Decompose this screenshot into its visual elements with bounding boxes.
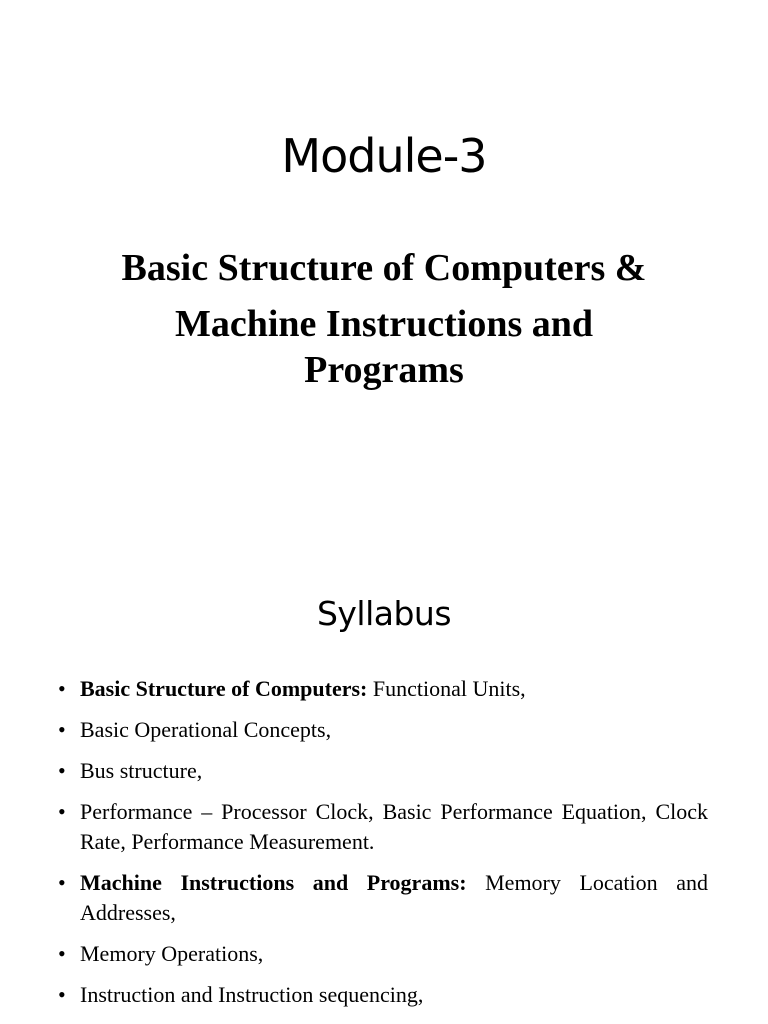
bullet-icon: • [58, 982, 66, 1007]
syllabus-item [58, 756, 708, 786]
syllabus-item-text: Performance – Processor Clock, Basic Performance Equation, Clock Rate, Performance Measurement. [80, 799, 708, 854]
syllabus-item-text: Instruction and Instruction sequencing, [80, 982, 424, 1007]
module-title: Module-3 [281, 129, 487, 183]
bullet-icon: • [58, 799, 66, 824]
syllabus-item [58, 868, 708, 928]
syllabus-list [58, 674, 708, 1021]
syllabus-item [58, 674, 708, 704]
syllabus-item-text: Bus structure, [80, 758, 203, 783]
subtitle-line: Machine Instructions and [174, 303, 594, 345]
bullet-icon: • [58, 941, 66, 966]
subtitle-line: Programs [304, 349, 464, 391]
syllabus-item-text: Memory Location and Addresses, [80, 870, 708, 925]
syllabus-slide [0, 560, 768, 1024]
bullet-icon: • [58, 870, 66, 895]
bullet-icon: • [58, 717, 66, 742]
bullet-icon: • [58, 758, 66, 783]
syllabus-item [58, 797, 708, 857]
syllabus-item [58, 980, 708, 1010]
syllabus-title: Syllabus [316, 594, 452, 633]
syllabus-item-text: Basic Operational Concepts, [80, 717, 332, 742]
syllabus-item-term: Basic Structure of Computers: [80, 676, 368, 701]
subtitle-line: Basic Structure of Computers & [121, 247, 647, 289]
syllabus-item [58, 939, 708, 969]
syllabus-item [58, 715, 708, 745]
bullet-icon: • [58, 676, 66, 701]
syllabus-item-text: Memory Operations, [80, 941, 264, 966]
syllabus-item-text: Functional Units, [367, 676, 526, 701]
module-subtitle [60, 244, 708, 392]
syllabus-item-term: Machine Instructions and Programs: [80, 870, 467, 895]
